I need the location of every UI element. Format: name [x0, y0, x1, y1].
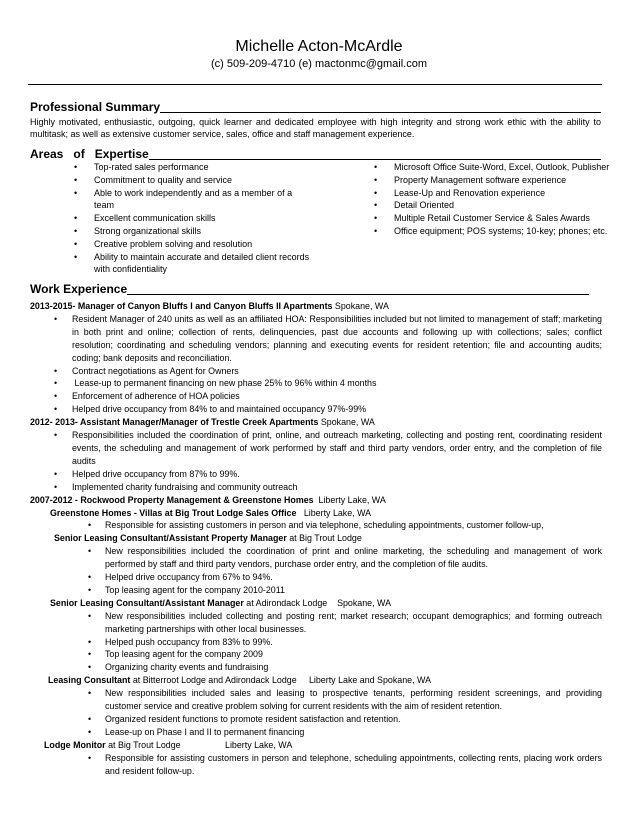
expertise-item: • Able to work independently and as a member of a team	[70, 187, 310, 213]
role-bullet: • New responsibilities included collecting and posting rent; market research; occupant demographics; and forming outreach marketing partnerships with other local businesses.	[30, 610, 602, 636]
summary-heading-line	[30, 100, 601, 113]
role-bullet: • Responsible for assisting customers in person and via telephone, scheduling appointments, customer follow-up,	[30, 519, 602, 532]
expertise-list-right	[370, 161, 610, 238]
job-title: 2012- 2013- Assistant Manager/Manager of Trestle Creek Apartments Spokane, WA	[30, 417, 375, 428]
expertise-item: • Strong organizational skills	[70, 225, 310, 238]
expertise-heading: Areas of Expertise	[30, 147, 149, 161]
expertise-item: • Lease-Up and Renovation experience	[370, 187, 610, 200]
summary-text: Highly motivated, enthusiastic, outgoing, quick learner and dedicated employee with high integrity and strong work ethic with the ability to multitask; as well as extensive customer service, sales, office and staff management experience.	[30, 117, 601, 140]
role-bullet: • New responsibilities included the coordination of print and online marketing, the scheduling and management of work performed by staff and third party vendors, purchase order entry, and the completion of file audits.	[30, 545, 602, 571]
role-bullet: • Lease-up on Phase I and II to permanent financing	[30, 726, 602, 739]
role-bullet: • Helped drive occupancy from 67% to 94%.	[30, 571, 602, 584]
job-title: 2007-2012 - Rockwood Property Management & Greenstone Homes Liberty Lake, WA	[30, 494, 386, 505]
expertise-item: • Multiple Retail Customer Service & Sales Awards	[370, 212, 610, 225]
job-bullet: • Helped drive occupancy from 84% to and maintained occupancy 97%-99%	[30, 403, 602, 416]
role-title: Lodge Monitor at Big Trout Lodge Liberty Lake, WA	[44, 739, 293, 750]
expertise-item: • Top-rated sales performance	[70, 161, 310, 174]
role-bullet: • New responsibilities included sales and leasing to prospective tenants, performing resident screenings, and providing customer service and creative problem solving for current residents with the aim of resident retention.	[30, 687, 602, 713]
role-bullet: • Top leasing agent for the company 2010-2011	[30, 584, 602, 597]
role-title: Greenstone Homes - Villas at Big Trout Lodge Sales Office Liberty Lake, WA	[50, 507, 372, 518]
job-bullet: • Responsibilities included the coordination of print, online, and outreach marketing, collecting and posting rent, coordinating resident events, the scheduling and management of work performed by staff and third party vendors, order entry, and the completion of file audits	[30, 429, 602, 468]
expertise-item: • Ability to maintain accurate and detailed client records with confidentiality	[70, 251, 310, 277]
candidate-name: Michelle Acton-McArdle	[235, 38, 403, 55]
expertise-item: • Microsoft Office Suite-Word, Excel, Outlook, Publisher	[370, 161, 610, 174]
expertise-item: • Property Management software experience	[370, 174, 610, 187]
work-heading-line	[30, 282, 589, 295]
contact-info: (c) 509-209-4710 (e) mactonmc@gmail.com	[211, 58, 427, 70]
work-heading: Work Experience	[30, 282, 128, 296]
header-divider	[28, 84, 602, 85]
expertise-heading-line	[30, 147, 601, 160]
role-bullet: • Responsible for assisting customers in person and telephone, scheduling appointments, collecting rents, placing work orders and resident follow-up.	[30, 752, 602, 778]
job-bullet: • Helped drive occupancy from 87% to 99%.	[30, 468, 602, 481]
expertise-item: • Office equipment; POS systems; 10-key; phones; etc.	[370, 225, 610, 238]
job-bullet: • Contract negotiations as Agent for Owners	[30, 365, 602, 378]
expertise-list-left	[70, 161, 310, 276]
role-bullet: • Top leasing agent for the company 2009	[30, 648, 602, 661]
work-section	[30, 282, 589, 295]
expertise-item: • Excellent communication skills	[70, 212, 310, 225]
role-title: Leasing Consultant at Bitterroot Lodge and Adirondack Lodge Liberty Lake and Spokane, WA	[48, 675, 431, 686]
expertise-item: • Creative problem solving and resolution	[70, 238, 310, 251]
job-bullet: • Resident Manager of 240 units as well as an affiliated HOA: Responsibilities included but not limited to management of staff; marketing in both print and online; collection of rents, delinquencies, past due accounts and following up with collections; sales; conflict resolution; coordinating and scheduling vendors; planning and executing events for resident retention; file and accounting audits; coding; bank deposits and reconciliation.	[30, 313, 602, 365]
job-title: 2013-2015- Manager of Canyon Bluffs I and Canyon Bluffs II Apartments Spokane, WA	[30, 301, 389, 311]
role-title: Senior Leasing Consultant/Assistant Manager at Adirondack Lodge Spokane, WA	[50, 597, 391, 608]
expertise-item: • Commitment to quality and service	[70, 174, 310, 187]
job-bullet: • Lease-up to permanent financing on new phase 25% to 96% within 4 months	[30, 377, 602, 390]
role-bullet: • Helped push occupancy from 83% to 99%.	[30, 636, 602, 649]
work-entries	[30, 300, 602, 778]
job-bullet: • Implemented charity fundraising and community outreach	[30, 481, 602, 494]
summary-section	[30, 100, 601, 140]
role-bullet: • Organized resident functions to promote resident satisfaction and retention.	[30, 713, 602, 726]
expertise-item: • Detail Oriented	[370, 199, 610, 212]
expertise-section	[30, 147, 601, 160]
role-title: Senior Leasing Consultant/Assistant Property Manager at Big Trout Lodge	[54, 533, 362, 544]
job-bullet: • Enforcement of adherence of HOA policies	[30, 390, 602, 403]
summary-heading: Professional Summary	[30, 100, 161, 114]
role-bullet: • Organizing charity events and fundraising	[30, 661, 602, 674]
